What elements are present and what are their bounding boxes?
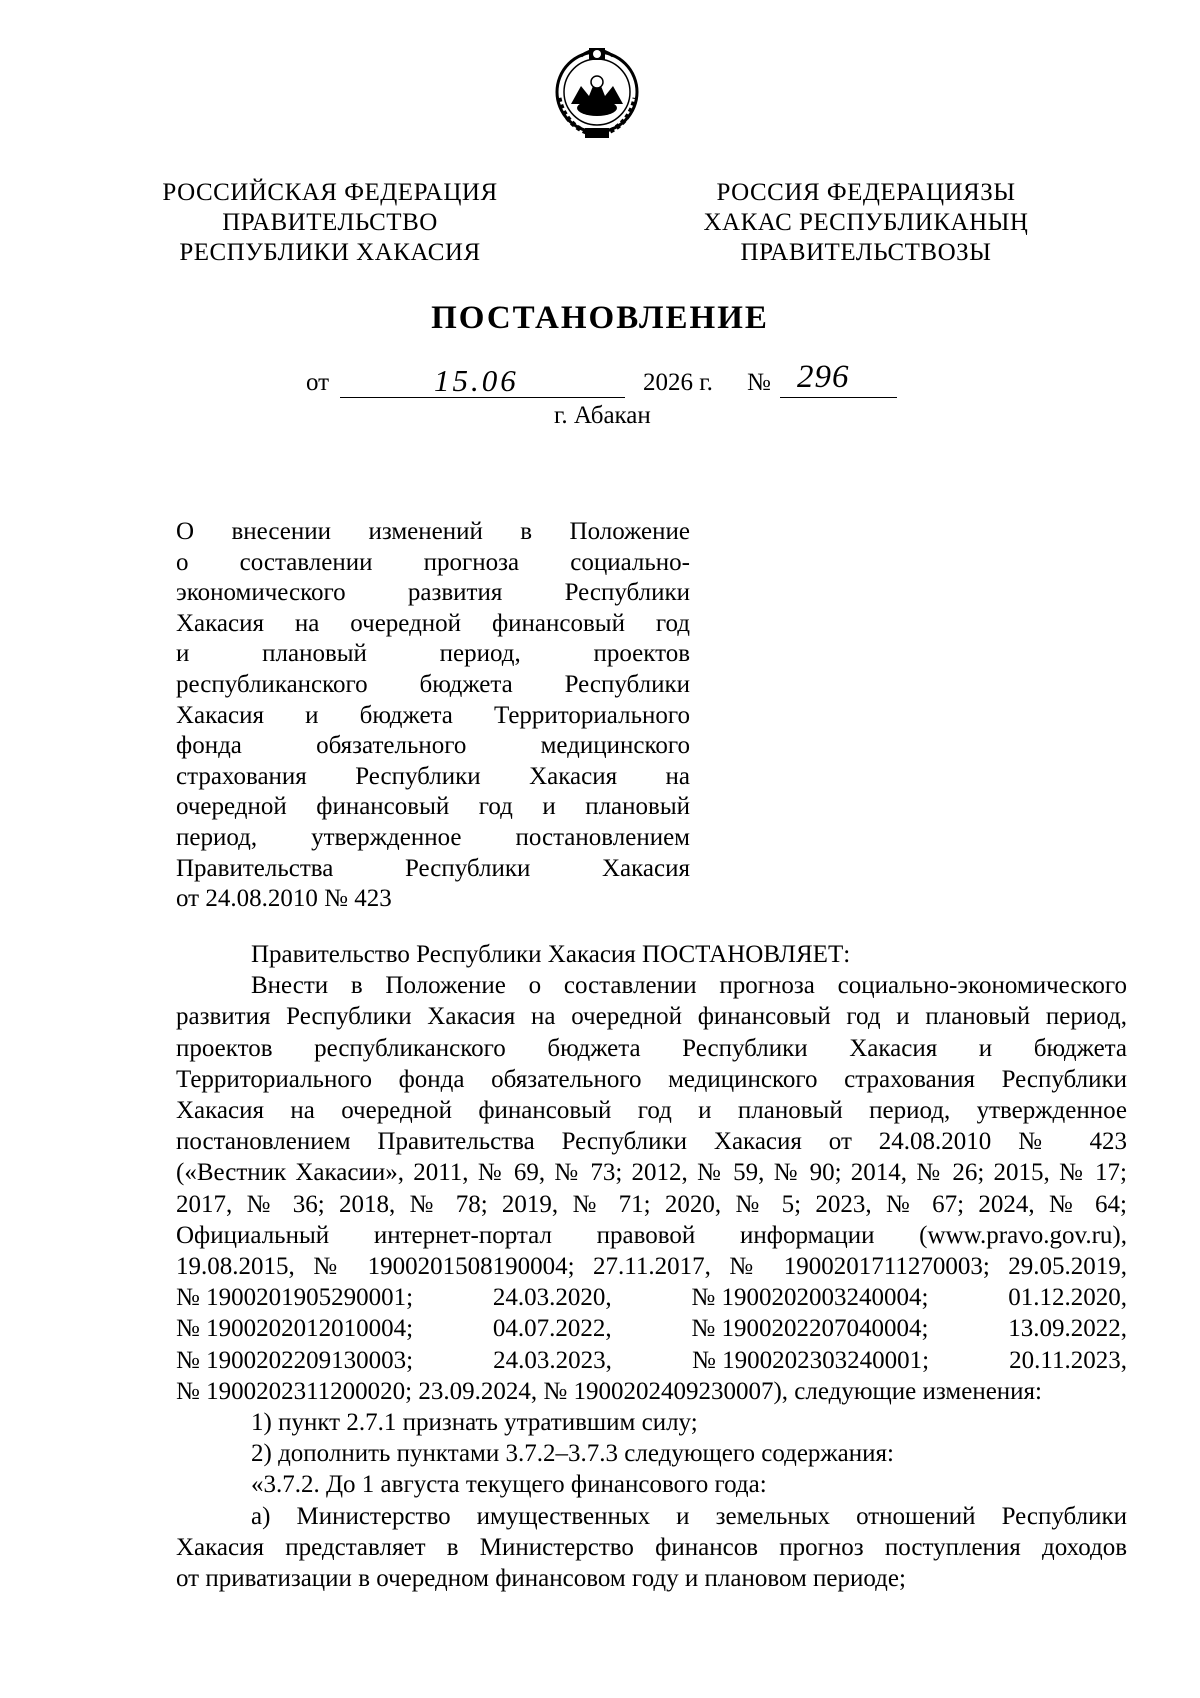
registry-cell: 13.09.2022, <box>1008 1315 1127 1343</box>
header-right-line: РОССИЯ ФЕДЕРАЦИЯЗЫ <box>716 179 1016 206</box>
number-underline <box>780 397 897 398</box>
registry-row <box>176 1313 1127 1344</box>
coat-of-arms-icon <box>541 42 653 142</box>
handwritten-number: 296 <box>797 359 850 395</box>
registry-cell: 20.11.2023, <box>1009 1346 1127 1374</box>
body-line: постановлением Правительства Республики Хакасия от 24.08.2010 № 423 <box>176 1128 1127 1156</box>
clause-a-line: а) Министерство имущественных и земельных отношений Республики <box>251 1502 1127 1530</box>
header-left <box>150 178 510 268</box>
header-left-line: РЕСПУБЛИКИ ХАКАСИЯ <box>179 239 481 266</box>
registry-row <box>176 1282 1127 1313</box>
document-body <box>176 939 1127 1594</box>
subject-line: Хакасия и бюджета Территориального <box>176 701 690 729</box>
date-prefix: от <box>306 369 330 396</box>
header-right <box>686 178 1046 268</box>
handwritten-date: 15.06 <box>434 363 519 398</box>
registry-cell: № 1900202003240004; <box>691 1284 929 1312</box>
registry-cell: № 1900201905290001; <box>176 1284 414 1312</box>
city: г. Абакан <box>554 402 651 429</box>
date-line <box>0 359 1200 405</box>
amendment-item-2: 2) дополнить пунктами 3.7.2–3.7.3 следующего содержания: <box>251 1440 894 1468</box>
number-sign: № <box>747 369 771 396</box>
header-left-line: ПРАВИТЕЛЬСТВО <box>222 209 438 236</box>
body-line: 19.08.2015, № 1900201508190004; 27.11.2017, № 1900201711270003; 29.05.2019, <box>176 1253 1127 1281</box>
body-line: проектов республиканского бюджета Республики Хакасия и бюджета <box>176 1034 1127 1062</box>
subject-line: экономического развития Республики <box>176 579 690 607</box>
registry-cell: 24.03.2020, <box>492 1284 612 1312</box>
subject-line: О внесении изменений в Положение <box>176 518 690 545</box>
subject-block <box>176 517 690 915</box>
subject-line: Хакасия на очередной финансовый год <box>176 609 690 637</box>
subject-line: период, утвержденное постановлением <box>176 823 690 851</box>
header-right-line: ХАКАС РЕСПУБЛИКАНЫҢ <box>703 209 1029 236</box>
subject-line: очередной финансовый год и плановый <box>176 793 690 821</box>
registry-cell: 24.03.2023, <box>493 1346 612 1374</box>
registry-cell: № 1900202207040004; <box>691 1315 929 1343</box>
subject-line: фонда обязательного медицинского <box>176 732 690 760</box>
body-line: развития Республики Хакасия на очередной финансовый год и плановый период, <box>176 1003 1127 1031</box>
subject-line: республиканского бюджета Республики <box>176 670 690 698</box>
header-right-line: ПРАВИТЕЛЬСТВОЗЫ <box>740 239 992 266</box>
body-line: Внести в Положение о составлении прогноза социально-экономического <box>251 972 1127 1000</box>
date-year: 2026 г. <box>643 369 713 396</box>
registry-last-line: № 1900202311200020; 23.09.2024, № 1900202409230007), следующие изменения: <box>176 1377 1043 1405</box>
clause-3-7-2: «3.7.2. До 1 августа текущего финансового года: <box>251 1471 767 1499</box>
body-line: («Вестник Хакасии», 2011, № 69, № 73; 2012, № 59, № 90; 2014, № 26; 2015, № 17; <box>176 1159 1127 1187</box>
body-line: Хакасия на очередной финансовый год и плановый период, утвержденное <box>176 1097 1127 1125</box>
subject-line: и плановый период, проектов <box>176 640 690 668</box>
body-line: Официальный интернет-портал правовой информации (www.pravo.gov.ru), <box>176 1221 1127 1249</box>
subject-line: о составлении прогноза социально- <box>176 548 690 576</box>
body-line: 2017, № 36; 2018, № 78; 2019, № 71; 2020, № 5; 2023, № 67; 2024, № 64; <box>176 1190 1127 1218</box>
registry-row <box>176 1345 1127 1376</box>
registry-cell: № 1900202209130003; <box>176 1346 414 1374</box>
registry-cell: № 1900202303240001; <box>692 1346 930 1374</box>
subject-line: страхования Республики Хакасия на <box>176 762 690 790</box>
registry-cell: 01.12.2020, <box>1008 1284 1127 1312</box>
registry-cell: № 1900202012010004; <box>176 1315 414 1343</box>
subject-line: Правительства Республики Хакасия <box>176 854 690 882</box>
registry-cell: 04.07.2022, <box>492 1315 612 1343</box>
clause-a-line: от приватизации в очередном финансовом году и плановом периоде; <box>176 1565 906 1593</box>
amendment-item-1: 1) пункт 2.7.1 признать утратившим силу; <box>251 1409 698 1437</box>
clause-a-line: Хакасия представляет в Министерство финансов прогноз поступления доходов <box>176 1533 1127 1561</box>
resolves-line: Правительство Республики Хакасия ПОСТАНОВЛЯЕТ: <box>251 941 851 968</box>
header-left-line: РОССИЙСКАЯ ФЕДЕРАЦИЯ <box>162 179 498 206</box>
subject-line: от 24.08.2010 № 423 <box>176 885 392 913</box>
document-title: ПОСТАНОВЛЕНИЕ <box>431 300 769 336</box>
body-line: Территориального фонда обязательного медицинского страхования Республики <box>176 1065 1127 1093</box>
